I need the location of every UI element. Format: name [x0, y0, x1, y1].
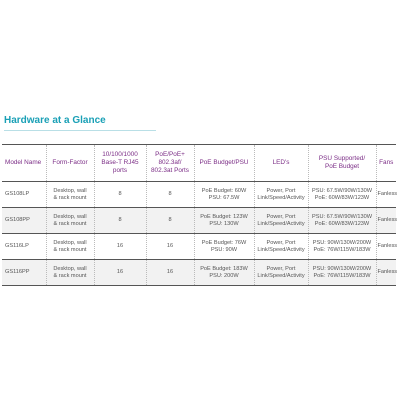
header-form-factor-text: Form-Factor [52, 159, 88, 166]
cell-leds: Power, Port Link/Speed/Activity [254, 182, 308, 208]
cell-leds: Power, Port Link/Speed/Activity [254, 260, 308, 286]
cell-leds: Power, Port Link/Speed/Activity [254, 234, 308, 260]
table-header-row [2, 145, 396, 182]
cell-poe-budget-psu: PoE Budget: 123W PSU: 130W [194, 208, 254, 234]
title-underline [4, 130, 156, 131]
header-model-name-text: Model Name [5, 159, 42, 166]
header-model-name [2, 145, 46, 182]
header-fans-text: Fans [379, 159, 394, 166]
cell-psu-supported: PSU: 67.5W/90W/130W PoE: 60W/83W/123W [308, 182, 376, 208]
header-poe-ports [146, 145, 194, 182]
cell-poe-ports: 8 [146, 208, 194, 234]
cell-form-factor: Desktop, wall & rack mount [46, 182, 94, 208]
hardware-spec-table [2, 144, 396, 286]
cell-rj45-ports: 8 [94, 208, 146, 234]
cell-psu-supported: PSU: 67.5W/90W/130W PoE: 60W/83W/123W [308, 208, 376, 234]
cell-form-factor: Desktop, wall & rack mount [46, 260, 94, 286]
table-row [2, 208, 396, 234]
section-title: Hardware at a Glance [4, 115, 106, 126]
cell-form-factor: Desktop, wall & rack mount [46, 234, 94, 260]
cell-model: GS108LP [2, 182, 46, 208]
table-row [2, 182, 396, 208]
table-row [2, 260, 396, 286]
cell-rj45-ports: 16 [94, 260, 146, 286]
cell-leds: Power, Port Link/Speed/Activity [254, 208, 308, 234]
cell-rj45-ports: 16 [94, 234, 146, 260]
header-rj45-ports [94, 145, 146, 182]
header-rj45-ports-text: 10/100/1000 Base-T RJ45 ports [101, 151, 139, 174]
header-poe-budget-psu-text: PoE Budget/PSU [199, 159, 249, 166]
cell-fans: Fanless [376, 260, 396, 286]
header-poe-ports-text: PoE/PoE+ 802.3af/ 802.3at Ports [150, 151, 189, 174]
header-psu-supported-text: PSU Supported/ PoE Budget [318, 155, 366, 170]
cell-fans: Fanless [376, 208, 396, 234]
header-fans [376, 145, 396, 182]
cell-model: GS116PP [2, 260, 46, 286]
cell-form-factor: Desktop, wall & rack mount [46, 208, 94, 234]
cell-psu-supported: PSU: 90W/130W/200W PoE: 76W/115W/183W [308, 260, 376, 286]
header-leds-text: LED's [272, 159, 290, 166]
cell-poe-ports: 8 [146, 182, 194, 208]
cell-poe-ports: 16 [146, 260, 194, 286]
header-poe-budget-psu [194, 145, 254, 182]
cell-fans: Fanless [376, 234, 396, 260]
cell-model: GS116LP [2, 234, 46, 260]
cell-fans: Fanless [376, 182, 396, 208]
cell-poe-budget-psu: PoE Budget: 183W PSU: 200W [194, 260, 254, 286]
cell-rj45-ports: 8 [94, 182, 146, 208]
header-leds [254, 145, 308, 182]
cell-poe-budget-psu: PoE Budget: 76W PSU: 90W [194, 234, 254, 260]
header-form-factor [46, 145, 94, 182]
table-row [2, 234, 396, 260]
cell-poe-budget-psu: PoE Budget: 60W PSU: 67.5W [194, 182, 254, 208]
header-psu-supported [308, 145, 376, 182]
cell-model: GS108PP [2, 208, 46, 234]
cell-psu-supported: PSU: 90W/130W/200W PoE: 76W/115W/183W [308, 234, 376, 260]
cell-poe-ports: 16 [146, 234, 194, 260]
